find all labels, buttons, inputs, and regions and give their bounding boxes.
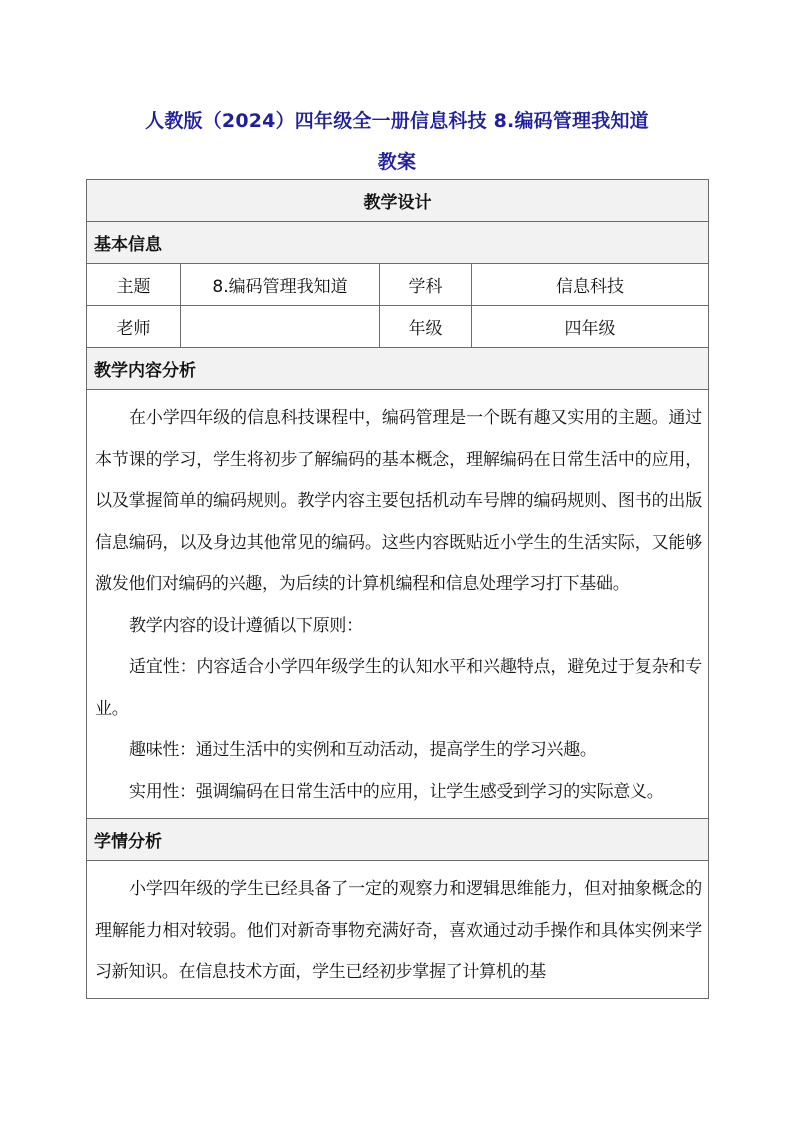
content-paragraph: 实用性：强调编码在日常生活中的应用，让学生感受到学习的实际意义。 (129, 781, 664, 802)
section-content-analysis: 教学内容分析 (87, 348, 709, 390)
teacher-value (181, 306, 380, 348)
subject-value: 信息科技 (472, 264, 709, 306)
table-header: 教学设计 (87, 180, 709, 222)
content-paragraph: 趣味性：通过生活中的实例和互动活动，提高学生的学习兴趣。 (129, 740, 597, 760)
topic-label: 主题 (87, 264, 181, 306)
document-title: 人教版（2024）四年级全一册信息科技 8.编码管理我知道 (145, 110, 649, 132)
document-subtitle: 教案 (377, 151, 417, 173)
learner-analysis-body (87, 861, 709, 999)
section-basic-info: 基本信息 (87, 222, 709, 264)
lesson-plan-table (86, 179, 709, 999)
grade-value: 四年级 (472, 306, 709, 348)
section-learner-analysis: 学情分析 (87, 819, 709, 861)
topic-value: 8.编码管理我知道 (181, 264, 380, 306)
content-paragraph: 适宜性：内容适合小学四年级学生的认知水平和兴趣特点，避免过于复杂和专业。 (95, 657, 702, 719)
content-paragraph: 教学内容的设计遵循以下原则： (129, 615, 363, 636)
content-paragraph: 在小学四年级的信息科技课程中，编码管理是一个既有趣又实用的主题。通过本节课的学习，学生将初步了解编码的基本概念，理解编码在日常生活中的应用，以及掌握简单的编码规则。教学内容主要包括机动车号牌的编码规则、图书的出版信息编码，以及身边其他常见的编码。这些内容既贴近小学生的生活实际，又能够激发他们对编码的兴趣，为后续的计算机编程和信息处理学习打下基础。 (95, 408, 702, 594)
learner-paragraph: 小学四年级的学生已经具备了一定的观察力和逻辑思维能力，但对抽象概念的理解能力相对较弱。他们对新奇事物充满好奇，喜欢通过动手操作和具体实例来学习新知识。在信息技术方面，学生已经初步掌握了计算机的基 (95, 879, 702, 982)
grade-label: 年级 (380, 306, 472, 348)
subject-label: 学科 (380, 264, 472, 306)
content-analysis-body (87, 390, 709, 819)
teacher-label: 老师 (87, 306, 181, 348)
